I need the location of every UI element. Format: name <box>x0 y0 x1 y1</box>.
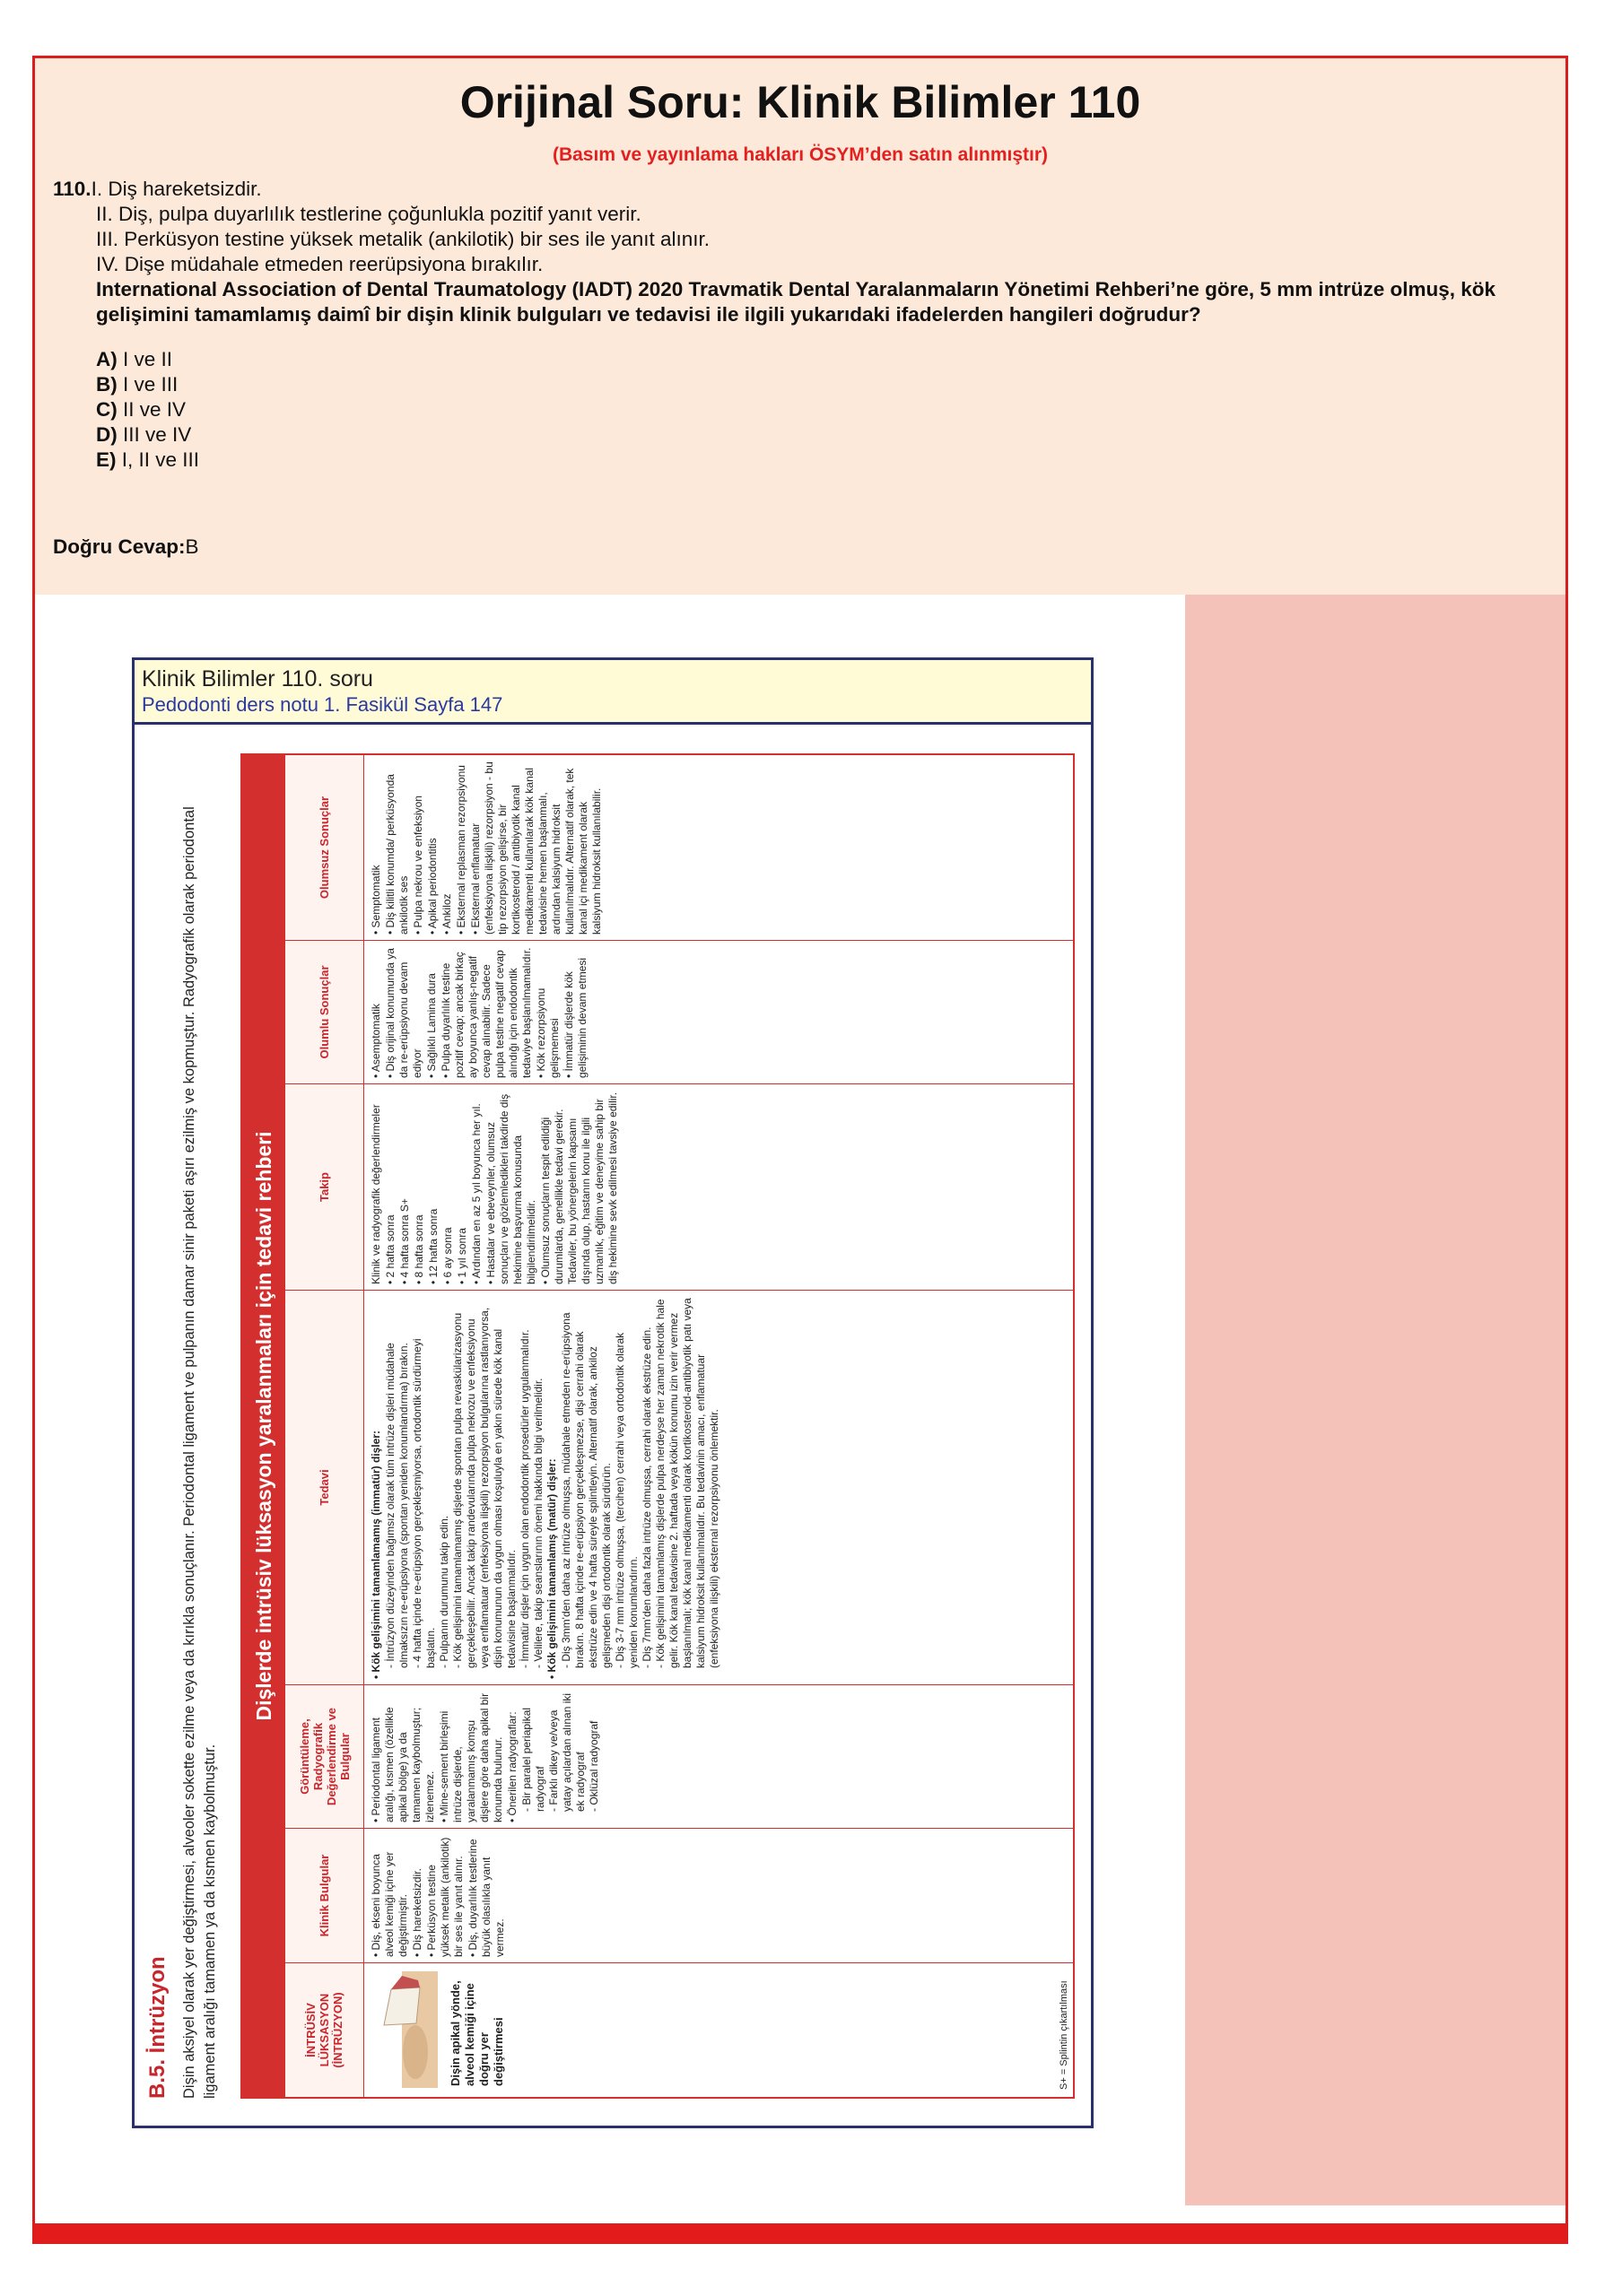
column-header: Klinik Bulgular <box>285 1829 364 1962</box>
list-item: • Olumsuz sonuçların tespit edildiği durumlarda, genellikle tedavi gerekir. Tedaviler, bu yönergelerin kapsamı dışında olup, hastanın konu ile ilgili uzmanlık, eğitim ve deneyime sahip bir diş hekimine sevk edilmesi tavsiye edilir. <box>539 1091 619 1284</box>
correct-answer: Doğru Cevap:B <box>53 535 199 558</box>
list-item: • 4 hafta sonra S+ <box>398 1198 411 1284</box>
page-frame <box>32 56 1568 2244</box>
list-item: • Kök rezorpsiyonu gelişmemesi <box>535 987 561 1078</box>
column-imaging <box>285 1684 1075 1828</box>
list-subitem: - Diş 7mm'den daha fazla intrüze olmuşsa, cerrahi olarak ekstrüze edin. <box>641 1326 653 1668</box>
bottom-bar <box>35 2223 1565 2241</box>
list-item: Klinik ve radyografik değerlendirmeler <box>370 1104 382 1284</box>
reference-box <box>132 657 1094 2128</box>
answer-options <box>53 347 1524 473</box>
list-item: • Ankiloz <box>440 893 453 935</box>
list-item: • Önerilen radyograflar: <box>506 1711 519 1822</box>
list-item: • Semptomatik <box>370 865 382 935</box>
column-favorable-outcomes <box>285 940 1075 1083</box>
list-item: • 8 hafta sonra <box>413 1214 425 1284</box>
list-item: • 1 yıl sonra <box>456 1228 468 1284</box>
rotated-textbook-page <box>135 725 1091 2126</box>
column-header: Tedavi <box>285 1291 364 1684</box>
list-item: • Pulpa duyarlılık testine pozitif cevap; ancak birkaç ay boyunca yanlış-negatif cevap alınabilir. Sadece pulpa testine negatif cevap alındığı için endodontik tedaviye başlanılmamalıdır. <box>440 947 533 1078</box>
column-intrusive <box>285 1962 1075 2097</box>
option-a: A) I ve II <box>96 348 173 370</box>
list-item: • İmmatür dişlerde kök gelişiminin devam etmesi <box>562 957 589 1078</box>
list-item: • Diş, duyarlılık testlerine büyük olasılıkla yanıt vermez. <box>467 1839 506 1957</box>
option-c: C) II ve IV <box>96 398 187 421</box>
list-item: • Diş orijinal konumunda ya da re-erüpsiyonu devam ediyor <box>384 948 423 1078</box>
list-item: • 6 ay sonra <box>441 1227 454 1284</box>
option-e: E) I, II ve III <box>96 448 200 471</box>
list-item: • Mine-sement birleşimi intrüze dişlerde, yaralanmamış komşu dişlere göre daha apikal bir konumda bulunur. <box>438 1692 504 1822</box>
list-heading: • Kök gelişimini tamamlamış (matür) dişler: <box>545 1458 558 1679</box>
column-header: Olumsuz Sonuçlar <box>285 755 364 940</box>
column-follow-up <box>285 1083 1075 1290</box>
option-b: B) I ve III <box>96 373 179 396</box>
reference-title: Klinik Bilimler 110. soru <box>142 666 373 691</box>
list-subitem: - İmmatür dişler için uygun olan endodontik prosedürler uygulanmalıdır. <box>519 1329 531 1668</box>
intrusion-caption: Dişin apikal yönde, alveol kemiği içine doğru yer değiştirmesi <box>449 1980 505 2086</box>
question-body <box>53 177 1524 473</box>
column-header: Takip <box>285 1084 364 1290</box>
list-subitem: - Bir paralel periapikal radyograf <box>520 1707 546 1812</box>
guide-table-container <box>240 753 1075 2099</box>
statement-4: IV. Dişe müdahale etmeden reerüpsiyona bırakılır. <box>96 253 544 275</box>
list-item: • 2 hafta sonra <box>384 1214 397 1284</box>
list-subitem: - İntrüzyon düzeyinden bağımsız olarak tüm intrüze dişleri müdahale olmaksızın re-erüpsiyona (spontan yeniden konumlandırma) bırakın. <box>384 1343 410 1668</box>
question-stem: International Association of Dental Traumatology (IADT) 2020 Travmatik Dental Yaralanmaların Yönetimi Rehberi’ne göre, 5 mm intrüze olmuş, kök gelişimini tamamlamış daimî bir dişin klinik bulguları ve tedavisi ile ilgili yukarıdaki ifadelerden hangileri doğrudur? <box>96 278 1496 326</box>
statement-3: III. Perküsyon testine yüksek metalik (ankilotik) bir ses ile yanıt alınır. <box>96 228 711 250</box>
tooth-illustration-icon <box>375 1972 438 2089</box>
statement-2: II. Diş, pulpa duyarlılık testlerine çoğunlukla pozitif yanıt verir. <box>96 203 641 225</box>
question-number: 110. <box>53 178 92 200</box>
guide-table <box>285 755 1075 2097</box>
reference-source: Pedodonti ders notu 1. Fasikül Sayfa 147 <box>142 693 503 716</box>
list-subitem: - Diş 3-7 mm intrüze olmuşsa, (tercihen) cerrahi veya ortodontik olarak yeniden konumlandırın. <box>614 1332 640 1668</box>
list-subitem: - Kök gelişimini tamamlamış dişlerde pulpa nerdeyse her zaman nekrotik hale gelir. Kök kanal tedavisine 2. haftada veya kökün konumu izin verir vermez başlanılmalı; kök kanal medikamenti olarak kortikosteroid-antibiyotik patı veya kalsiyum hidroksit kullanılmalıdır. Bu tedavinin amacı, enflamatuar (enfeksiyona ilişkili) eksternal rezorpsiyonu önlemektir. <box>654 1298 720 1668</box>
list-subitem: - Pulpanın durumunu takip edin. <box>438 1515 450 1668</box>
column-header: Olumlu Sonuçlar <box>285 941 364 1083</box>
question-panel <box>35 58 1565 595</box>
list-item: • Perküsyon testine yüksek metalik (ankilotik) bir ses ile yanıt alınır. <box>425 1837 465 1957</box>
list-item: • Asemptomatik <box>370 1004 382 1078</box>
list-item: • Pulpa nekrou ve enfeksiyon <box>412 796 424 935</box>
list-item: • Hastalar ve ebeveynler, olumsuz sonuçları ve gözlemledikleri takdirde diş hekimine başvurma konusunda bilgilendirilmelidir. <box>484 1093 537 1284</box>
copyright-note: (Basım ve yayınlama hakları ÖSYM’den satın alınmıştır) <box>552 144 1049 165</box>
list-subitem: - Kök gelişimini tamamlamamış dişlerde spontan pulpa revaskülarizasyonu gerçekleşebilir. Ancak takip randevularında pulpa nekrozu ve enfeksiyonu veya enflamatuar (enfeksiyona ilişkili) rezorpsiyon bulgularına rastlanıyorsa, dişin konumunun da uygun olması koşuluyla en yakın sürede kök kanal tedavisine başlanmalıdır. <box>451 1307 518 1668</box>
rotated-page-viewport <box>135 725 1091 2126</box>
side-strip <box>1185 595 1565 2205</box>
list-item: • Eksternal replasman rezorpsiyonu <box>455 765 467 935</box>
list-heading: • Kök gelişimini tamamlamamış (immatür) dişler: <box>370 1431 382 1679</box>
column-header: İNTRÜSİV LÜKSASYON (İNTRÜZYON) <box>285 1963 364 2097</box>
reference-header <box>135 660 1091 725</box>
question-title: Orijinal Soru: Klinik Bilimler 110 <box>459 77 1141 127</box>
column-header: Görüntüleme, Radyografik Değerlendirme ve Bulgular <box>285 1685 364 1828</box>
list-item: • Diş, ekseni boyunca alveol kemiği içine yer değiştirmiştir. <box>370 1851 409 1957</box>
list-item: • Apikal periodontitis <box>426 838 439 935</box>
table-title: Dişlerde intrüsiv lüksasyon yaralanmaları için tedavi rehberi <box>242 755 285 2097</box>
list-item: • 12 hafta sonra <box>427 1208 440 1284</box>
column-unfavorable-outcomes <box>285 755 1075 940</box>
list-item: • Sağlıklı Lamina dura <box>425 973 438 1078</box>
list-item: • Diş kilitli konumda/ perküsyonda ankilotik ses <box>384 774 410 935</box>
list-item: • Eksternal enflamatuar (enfeksiyona ilişkili) rezorpsiyon - bu tip rezorpsiyon gelişirse, bir kortikosteroid / antibiyotik kanal medikamenti kullanılarak kök kanal tedavisine hemen başlanmalı, ardından kalsiyum hidroksit kullanılmalıdır. Alternatif olarak, tek kanal içi medikament olarak kalsiyum hidroksit kullanılabilir. <box>469 761 603 935</box>
list-subitem: - Farklı dikey ve/veya yatay açılardan alınan iki ek radyograf <box>547 1692 587 1812</box>
list-subitem: - 4 hafta içinde re-erüpsiyon gerçekleşmiyorsa, ortodontik sürdürmeyi başlatın. <box>411 1338 437 1668</box>
column-treatment <box>285 1290 1075 1684</box>
column-clinical-findings <box>285 1828 1075 1962</box>
table-footnote: S+ = Splintin çıkartılması <box>1059 1980 1069 2090</box>
option-d: D) III ve IV <box>96 423 192 446</box>
list-subitem: - Diş 3mm'den daha az intrüze olmuşsa, müdahale etmeden re-erüpsiyona bırakın. 8 hafta içinde re-erüpsiyon gerçekleşmezse, dişi cerrahi olarak ekstrüze edin ve 4 hafta süreyle splintleyin. Alternatif olarak, ankiloz gelişmeden dişi ortodontik olarak sürdürün. <box>560 1312 613 1668</box>
section-intro: Dişin aksiyel olarak yer değiştirmesi, alveoler sokette ezilme veya da kırıkla sonuçlanır. Periodontal ligament ve pulpanın damar sinir paketi aşırı ezilmiş ve kopmuştur. Radyografik olarak periodontal ligament aralığı tamamen ya da kısmen kaybolmuştur. <box>181 806 218 2099</box>
section-heading: B.5. İntrüzyon <box>145 1956 170 2099</box>
list-subitem: - Velilere, takip seanslarının önemi hakkında bilgi verilmelidir. <box>532 1378 545 1668</box>
list-item: • Ardından en az 5 yıl boyunca her yıl. <box>470 1103 483 1284</box>
list-item: • Diş hareketsizdir. <box>411 1868 423 1957</box>
list-subitem: - Oklüzal radyograf <box>588 1720 600 1812</box>
statement-1: 110.I. Diş hareketsizdir. <box>53 178 262 200</box>
list-item: • Periodontal ligament aralığı, kısmen (özellikle apikal bölge) ya da tamamen kaybolmuştur; izlenemez. <box>370 1707 436 1822</box>
